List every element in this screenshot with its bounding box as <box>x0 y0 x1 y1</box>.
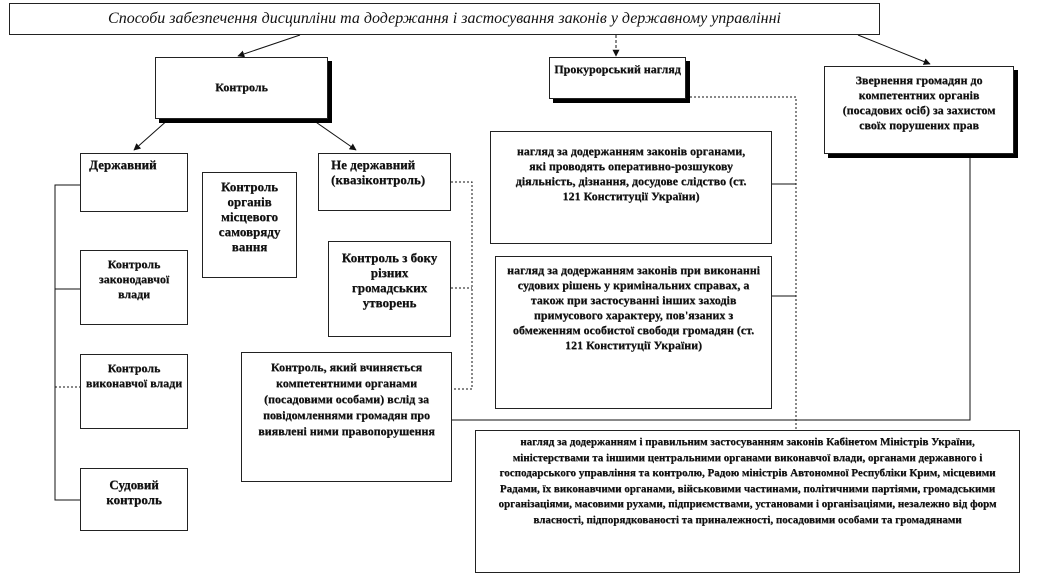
arrow-title-to-appeal <box>858 35 930 64</box>
local-gov-box <box>202 172 297 278</box>
bracket-state <box>55 185 80 500</box>
control-box <box>155 57 328 119</box>
arrow-control-to-nonstate <box>310 118 356 150</box>
supervision-3-box <box>475 430 1020 573</box>
public-org-label: Контроль з боку різних громадських утворень <box>341 250 438 310</box>
supervision-3-label: нагляд за додержанням і правильним застосуванням законів Кабінетом Міністрів України, міністерствами та іншими центральними органами виконавчої влади, органами державного і господарського управління та контролю, Радою міністрів Автономної Республіки Крим, місцевими Радами, їх виконавчими органами, військовими частинами, політичними партіями, громадськими організаціями, масовими рухами, підприємствами, установами і організаціями, незалежно від форм власності, підпорядкованості та приналежності, посадовими особами та громадянами <box>498 436 997 526</box>
supervision-1-label: нагляд за додержанням законів органами, які проводять оперативно-розшукову діяльність, дізнання, досудове слідство (ст. 121 Конституції України) <box>515 144 747 203</box>
executive-box <box>80 354 188 429</box>
legislative-box <box>80 250 188 325</box>
supervision-2-box <box>495 256 772 409</box>
legislative-label: Контроль законодавчої влади <box>98 257 170 301</box>
competent-box <box>241 352 452 482</box>
supervision-1-box <box>490 131 772 244</box>
nonstate-box <box>318 153 451 211</box>
prosecutor-label: Прокурорський нагляд <box>554 62 681 76</box>
public-org-box <box>328 241 451 337</box>
nonstate-label: Не державний (квазіконтроль) <box>331 157 426 187</box>
state-box <box>80 153 188 212</box>
judicial-box <box>80 468 188 531</box>
state-label: Державний <box>89 157 157 172</box>
bracket-nonstate <box>451 182 472 389</box>
arrow-title-to-control <box>238 35 300 56</box>
executive-label: Контроль виконавчої влади <box>85 361 183 390</box>
control-label: Контроль <box>215 80 268 94</box>
local-gov-label: Контроль органів місцевого самовряду вання <box>218 179 281 254</box>
appeal-label: Звернення громадян до компетентних органів (посадових осіб) за захистом своїх порушених прав <box>842 73 996 132</box>
competent-label: Контроль, який вчиняється компетентними органами (посадовими особами) вслід за повідомленнями громадян про виявлені ними правопорушення <box>258 360 435 438</box>
arrow-control-to-state <box>134 118 170 150</box>
appeal-box <box>824 66 1014 154</box>
judicial-label: Судовий контроль <box>106 477 162 507</box>
supervision-2-label: нагляд за додержанням законів при виконанні судових рішень у кримінальних справах, а також при застосуванні інших заходів примусового характеру, пов'язаних з обмеженням особистої свободи громадян (ст. 121 Конституції України) <box>507 263 760 352</box>
prosecutor-box <box>549 57 686 99</box>
diagram-title: Способи забезпечення дисципліни та додержання і застосування законів у державному управлінні <box>9 3 880 35</box>
